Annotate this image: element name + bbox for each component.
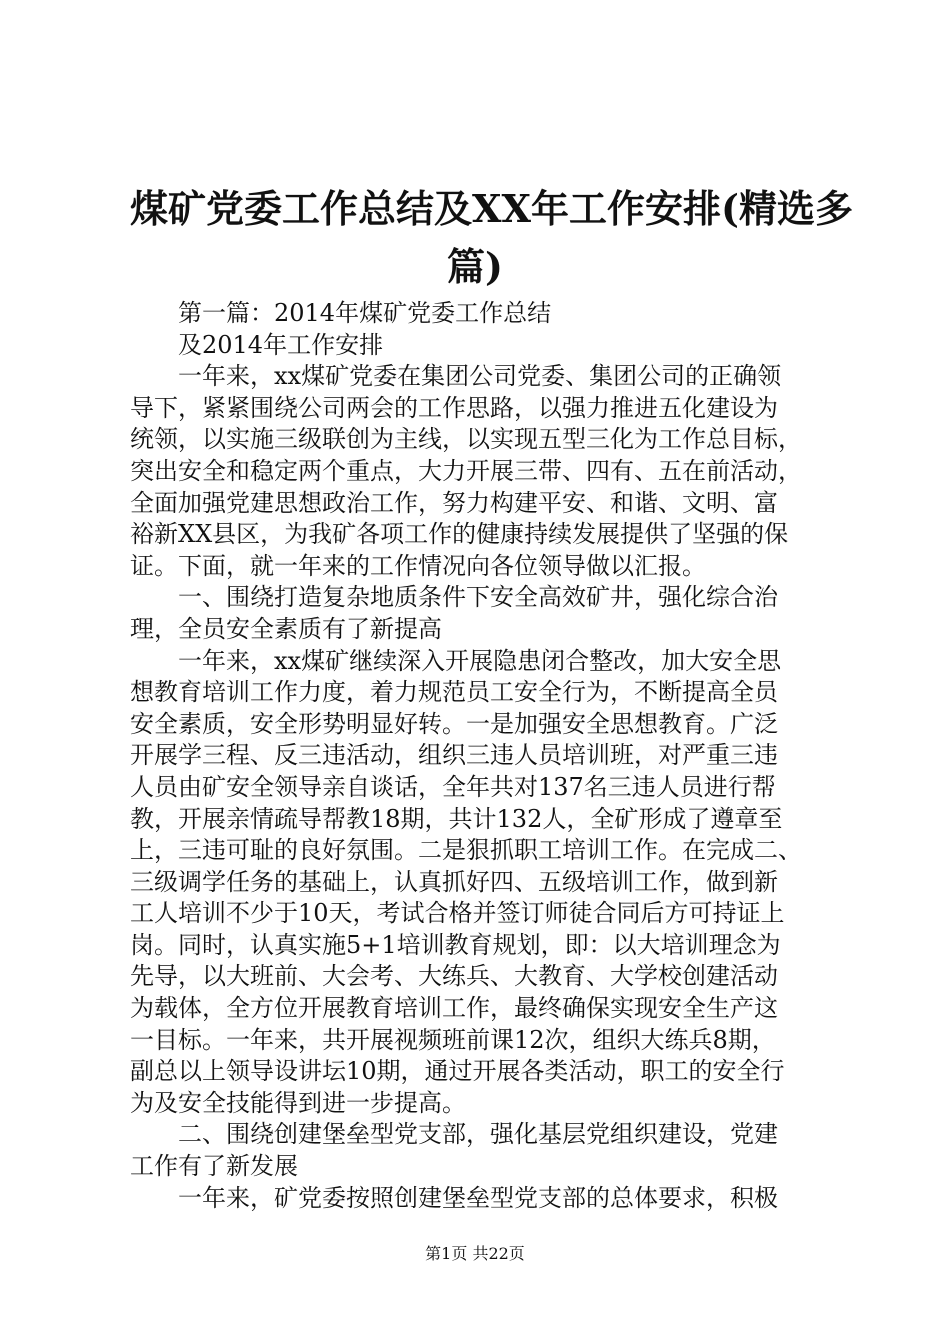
page-footer: 第1页 共22页 (425, 1244, 525, 1263)
document-body (130, 298, 826, 1214)
body-text-line: 开展学三程、反三违活动，组织三违人员培训班，对严重三违 (130, 741, 778, 770)
body-text-line: 第一篇：2014年煤矿党委工作总结 (178, 299, 552, 327)
body-text-line: 教，开展亲情疏导帮教18期，共计132人，全矿形成了遵章至 (130, 804, 783, 833)
body-text-line: 二、围绕创建堡垒型党支部，强化基层党组织建设，党建 (178, 1120, 778, 1149)
body-text-line: 一年来，xx煤矿党委在集团公司党委、集团公司的正确领 (178, 362, 782, 391)
document-title-line-1: 煤矿党委工作总结及XX年工作安排(精选多 (130, 186, 853, 231)
body-text-line: 一、围绕打造复杂地质条件下安全高效矿井，强化综合治 (178, 583, 778, 612)
document-title-line-2: 篇) (447, 244, 503, 289)
body-text-line: 为及安全技能得到进一步提高。 (130, 1088, 466, 1117)
body-text-line: 一目标。一年来，共开展视频班前课12次，组织大练兵8期， (130, 1025, 776, 1054)
body-text-line: 一年来，矿党委按照创建堡垒型党支部的总体要求，积极 (178, 1183, 778, 1212)
body-text-line: 全面加强党建思想政治工作，努力构建平安、和谐、文明、富 (130, 488, 778, 517)
body-text-line: 上，三违可耻的良好氛围。二是狠抓职工培训工作。在完成二、 (130, 836, 802, 865)
body-text-line: 人员由矿安全领导亲自谈话，全年共对137名三违人员进行帮 (130, 772, 776, 801)
body-text-line: 证。下面，就一年来的工作情况向各位领导做以汇报。 (130, 551, 706, 580)
body-text-line: 及2014年工作安排 (178, 330, 384, 359)
body-text-line: 安全素质，安全形势明显好转。一是加强安全思想教育。广泛 (130, 709, 778, 738)
body-text-line: 突出安全和稳定两个重点，大力开展三带、四有、五在前活动， (130, 456, 802, 485)
body-text-line: 理，全员安全素质有了新提高 (130, 614, 442, 643)
body-text-line: 一年来，xx煤矿继续深入开展隐患闭合整改，加大安全思 (178, 646, 782, 675)
body-text-line: 裕新XX县区，为我矿各项工作的健康持续发展提供了坚强的保 (130, 520, 789, 549)
body-text-line: 统领，以实施三级联创为主线，以实现五型三化为工作总目标， (130, 425, 802, 454)
body-text-line: 三级调学任务的基础上，认真抓好四、五级培训工作，做到新 (130, 867, 778, 896)
body-text-line: 导下，紧紧围绕公司两会的工作思路，以强力推进五化建设为 (130, 393, 778, 422)
body-text-line: 岗。同时，认真实施5+1培训教育规划，即：以大培训理念为 (130, 930, 781, 959)
body-text-line: 先导，以大班前、大会考、大练兵、大教育、大学校创建活动 (130, 962, 778, 991)
body-text-line: 为载体，全方位开展教育培训工作，最终确保实现安全生产这 (130, 994, 778, 1023)
body-text-line: 工人培训不少于10天，考试合格并签订师徒合同后方可持证上 (130, 899, 785, 928)
body-text-line: 想教育培训工作力度，着力规范员工安全行为，不断提高全员 (130, 678, 778, 707)
body-text-line: 副总以上领导设讲坛10期，通过开展各类活动，职工的安全行 (130, 1057, 785, 1086)
body-text-line: 工作有了新发展 (130, 1152, 298, 1181)
